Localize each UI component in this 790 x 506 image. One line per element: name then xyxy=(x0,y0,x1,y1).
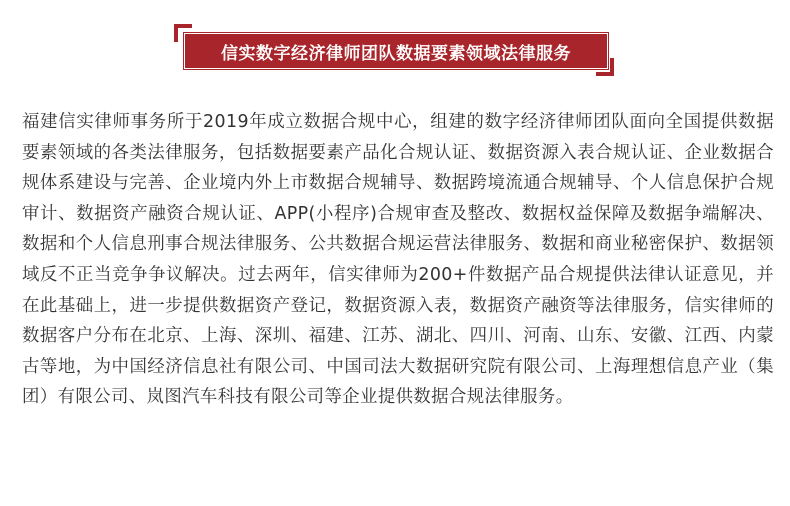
title-bar xyxy=(184,33,608,69)
section-title-banner xyxy=(174,24,614,76)
article-paragraph: 福建信实律师事务所于2019年成立数据合规中心，组建的数字经济律师团队面向全国提供数据要素领域的各类法律服务，包括数据要素产品化合规认证、数据资源入表合规认证、企业数据合规体系建设与完善、企业境内外上市数据合规辅导、数据跨境流通合规辅导、个人信息保护合规审计、数据资产融资合规认证、APP(小程序)合规审查及整改、数据权益保障及数据争端解决、数据和个人信息刑事合规法律服务、公共数据合规运营法律服务、数据和商业秘密保护、数据领域反不正当竞争争议解决。过去两年，信实律师为200+件数据产品合规提供法律认证意见，并在此基础上，进一步提供数据资产登记，数据资源入表，数据资产融资等法律服务，信实律师的数据客户分布在北京、上海、深圳、福建、江苏、湖北、四川、河南、山东、安徽、江西、内蒙古等地，为中国经济信息社有限公司、中国司法大数据研究院有限公司、上海理想信息产业（集团）有限公司、岚图汽车科技有限公司等企业提供数据合规法律服务。 xyxy=(22,112,774,408)
page-title: 信实数字经济律师团队数据要素领域法律服务 xyxy=(221,43,571,64)
